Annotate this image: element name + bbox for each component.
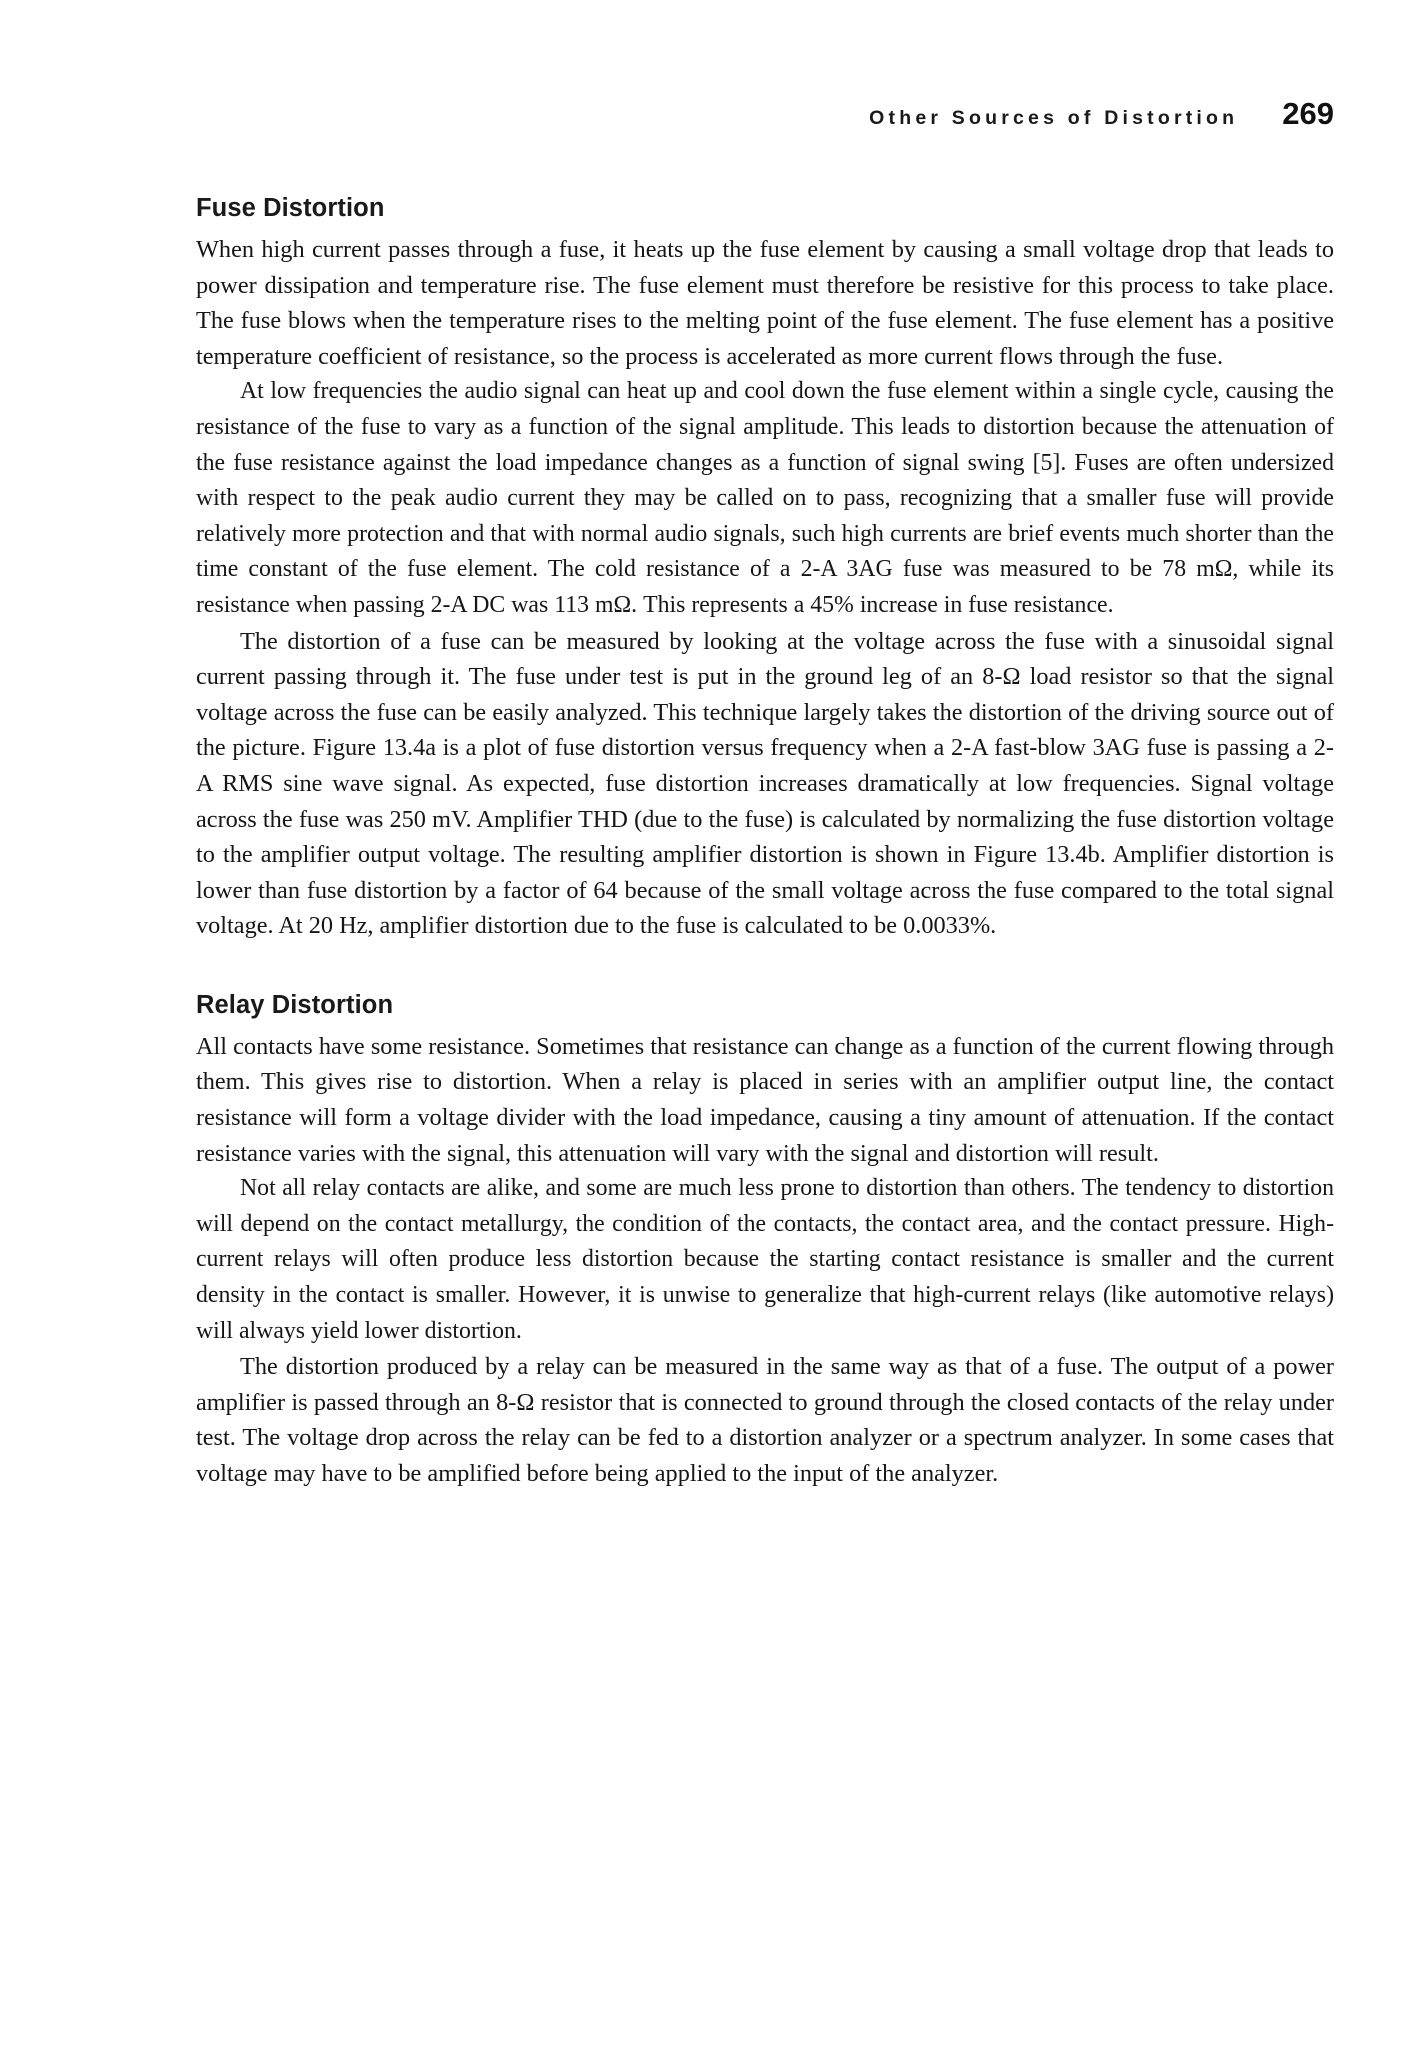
paragraph: Not all relay contacts are alike, and some are much less prone to distortion than others. The tendency to distortion will depend on the contact metallurgy, the condition of the contacts, the contact area, and the contact pressure. High-current relays will often produce less distortion because the starting contact resistance is smaller and the current density in the contact is smaller. However, it is unwise to generalize that high-current relays (like automotive relays) will always yield lower distortion. (196, 1175, 1334, 1344)
page-content (196, 96, 1334, 1492)
paragraph: The distortion produced by a relay can be measured in the same way as that of a fuse. The output of a power amplifier is passed through an 8-Ω resistor that is connected to ground through the closed contacts of the relay under test. The voltage drop across the relay can be fed to a distortion analyzer or a spectrum analyzer. In some cases that voltage may have to be amplified before being applied to the input of the analyzer. (196, 1353, 1334, 1487)
paragraph: The distortion of a fuse can be measured by looking at the voltage across the fuse with a sinusoidal signal current passing through it. The fuse under test is put in the ground leg of an 8-Ω load resistor so that the signal voltage across the fuse can be easily analyzed. This technique largely takes the distortion of the driving source out of the picture. Figure 13.4a is a plot of fuse distortion versus frequency when a 2-A fast-blow 3AG fuse is passing a 2-A RMS sine wave signal. As expected, fuse distortion increases dramatically at low frequencies. Signal voltage across the fuse was 250 mV. Amplifier THD (due to the fuse) is calculated by normalizing the fuse distortion voltage to the amplifier output voltage. The resulting amplifier distortion is shown in Figure 13.4b. Amplifier distortion is lower than fuse distortion by a factor of 64 because of the small voltage across the fuse compared to the total signal voltage. At 20 Hz, amplifier distortion due to the fuse is calculated to be 0.0033%. (196, 627, 1334, 940)
section-heading-relay-distortion: Relay Distortion (196, 990, 394, 1019)
paragraph: When high current passes through a fuse, it heats up the fuse element by causing a small voltage drop that leads to power dissipation and temperature rise. The fuse element must therefore be resistive for this process to take place. The fuse blows when the temperature rises to the melting point of the fuse element. The fuse element has a positive temperature coefficient of resistance, so the process is accelerated as more current flows through the fuse. (196, 236, 1334, 370)
running-head-title: Other Sources of Distortion (869, 107, 1239, 129)
section-heading-fuse-distortion: Fuse Distortion (196, 194, 385, 222)
page-number: 269 (1282, 96, 1334, 131)
paragraph: At low frequencies the audio signal can heat up and cool down the fuse element within a single cycle, causing the resistance of the fuse to vary as a function of the signal amplitude. This leads to distortion because the attenuation of the fuse resistance against the load impedance changes as a function of signal swing [5]. Fuses are often undersized with respect to the peak audio current they may be called on to pass, recognizing that a smaller fuse will provide relatively more protection and that with normal audio signals, such high currents are brief events much shorter than the time constant of the fuse element. The cold resistance of a 2-A 3AG fuse was measured to be 78 mΩ, while its resistance when passing 2-A DC was 113 mΩ. This represents a 45% increase in fuse resistance. (196, 378, 1334, 618)
running-head (196, 96, 1334, 152)
paragraph: All contacts have some resistance. Sometimes that resistance can change as a function of the current flowing through them. This gives rise to distortion. When a relay is placed in series with an amplifier output line, the contact resistance will form a voltage divider with the load impedance, causing a tiny amount of attenuation. If the contact resistance varies with the signal, this attenuation will vary with the signal and distortion will result. (196, 1032, 1334, 1167)
